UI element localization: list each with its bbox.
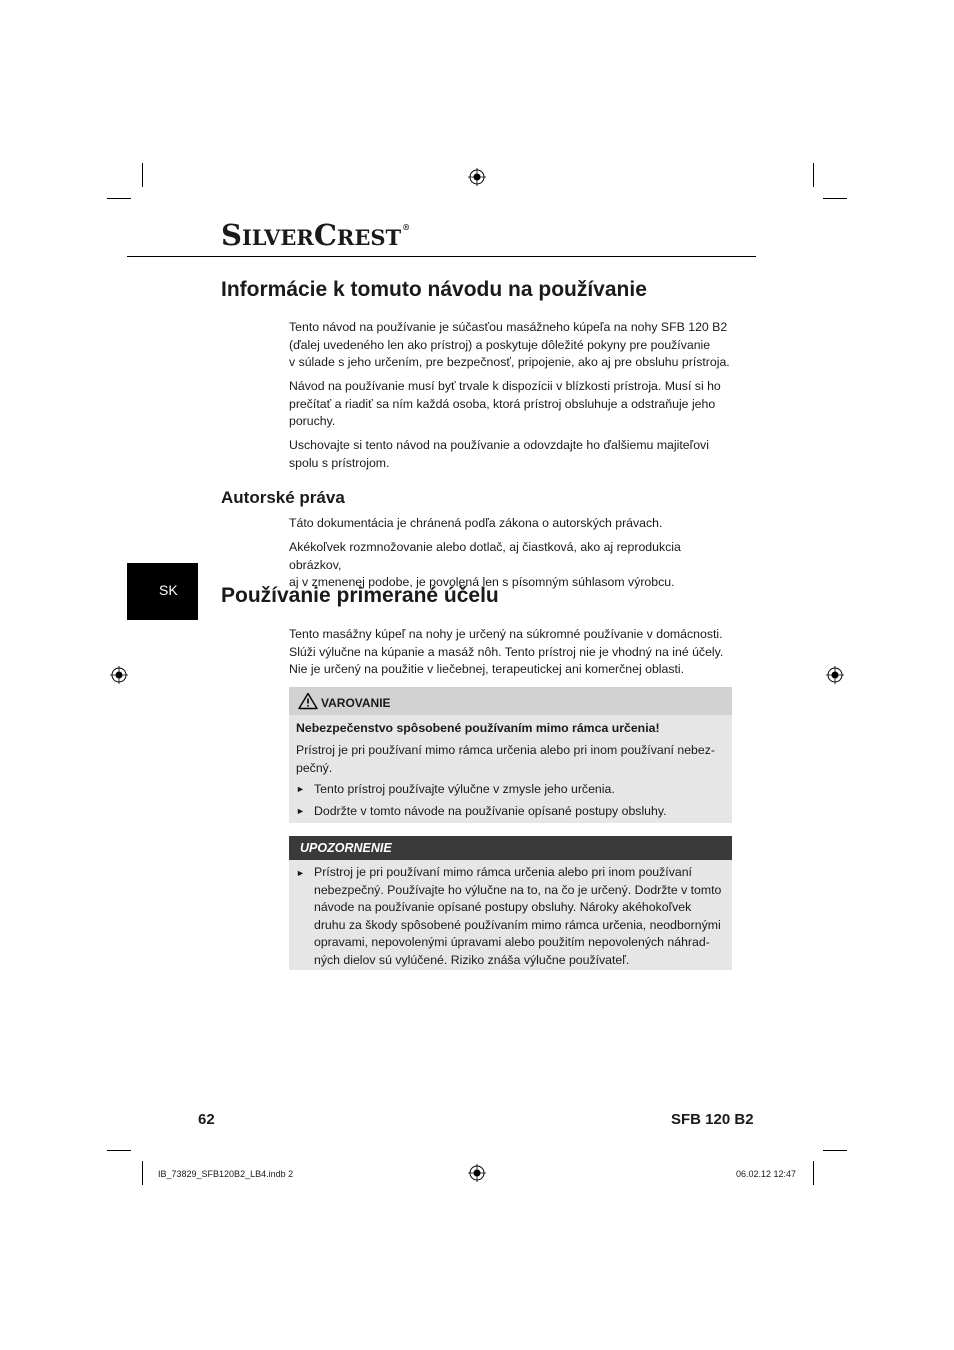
paragraph: Táto dokumentácia je chránená podľa zákona o autorských právach. — [289, 516, 663, 530]
paragraph: Tento masážny kúpeľ na nohy je určený na súkromné používanie v domácnosti. Slúži výlučne na kúpanie a masáž nôh. Tento prístroj nie je vhodný na iné účely. Nie je určený na použitie v liečebnej, terapeutickej ani komerčnej oblasti. — [289, 627, 724, 677]
page-number: 62 — [198, 1111, 215, 1128]
model-number: SFB 120 B2 — [671, 1111, 754, 1128]
registration-mark-icon — [110, 666, 128, 684]
warning-bullet: Dodržte v tomto návode na používanie opísané postupy obsluhy. — [314, 804, 667, 818]
crop-mark — [823, 198, 847, 199]
bullet-arrow-icon: ► — [296, 806, 305, 816]
print-slug-date: 06.02.12 12:47 — [736, 1169, 797, 1179]
note-box — [289, 836, 732, 970]
paragraph: Uschovajte si tento návod na používanie a odovzdajte ho ďalšiemu majiteľovi spolu s prístrojom. — [289, 438, 709, 470]
warning-bullet: Tento prístroj používajte výlučne v zmysle jeho určenia. — [314, 782, 615, 796]
crop-mark — [813, 1161, 814, 1185]
warning-box — [289, 687, 732, 823]
crop-mark — [813, 163, 814, 187]
crop-mark — [107, 198, 131, 199]
registration-mark-icon — [468, 168, 486, 186]
warning-triangle-icon — [298, 692, 318, 710]
crop-mark — [142, 163, 143, 187]
section-title-intended-use: Používanie primerané účelu — [221, 584, 499, 607]
paragraph: Tento návod na používanie je súčasťou masážneho kúpeľa na nohy SFB 120 B2 (ďalej uvedeného len ako prístroj) a poskytuje dôležité pokyny pre používanie v súlade s jeho určením, pre bezpečnosť, pripojenie, ako aj pre obsluhu prístroja. — [289, 320, 730, 370]
warning-header — [289, 687, 732, 715]
registration-mark-icon — [468, 1164, 486, 1182]
silvercrest-logo: SILVERCREST® — [221, 218, 411, 252]
note-header — [289, 836, 732, 860]
language-tab: SK — [127, 563, 198, 620]
warning-label: VAROVANIE — [321, 696, 391, 710]
print-slug-file: IB_73829_SFB120B2_LB4.indb 2 — [158, 1169, 294, 1179]
paragraph: Návod na používanie musí byť trvale k dispozícii v blízkosti prístroja. Musí si ho prečítať a riadiť sa ním každá osoba, ktorá prístroj obsluhuje a odstraňuje jeho poruchy. — [289, 379, 721, 429]
registration-mark-icon — [826, 666, 844, 684]
bullet-arrow-icon: ► — [296, 868, 305, 878]
crop-mark — [142, 1161, 143, 1185]
warning-headline: Nebezpečenstvo spôsobené používaním mimo rámca určenia! — [296, 721, 660, 735]
crop-mark — [823, 1150, 847, 1151]
crop-mark — [107, 1150, 131, 1151]
section-title-info: Informácie k tomuto návodu na používanie — [221, 278, 647, 301]
note-bullet: Prístroj je pri používaní mimo rámca určenia alebo pri inom používaní nebezpečný. Používajte ho výlučne na to, na čo je určený. Dodržte v tomto návode na používanie opísané postupy obsluhy. Nároky akéhokoľvek druhu za škody spôsobené používaním mimo rámca určenia, neodbornými opravami, nepovolenými úpravami alebo použitím nepovolených náhrad- ných dielov sú vylúčené. Riziko znáša výlučne používateľ. — [314, 865, 722, 967]
warning-text: Prístroj je pri používaní mimo rámca určenia alebo pri inom používaní nebez- pečný. — [296, 743, 715, 775]
section-title-copyright: Autorské práva — [221, 488, 345, 507]
note-label: UPOZORNENIE — [300, 841, 392, 855]
header-divider — [127, 256, 756, 257]
paragraph: Akékoľvek rozmnožovanie alebo dotlač, aj čiastková, ako aj reprodukcia obrázkov, aj v zmenenej podobe, je povolená len s písomným súhlasom výrobcu. — [289, 540, 681, 590]
bullet-arrow-icon: ► — [296, 784, 305, 794]
